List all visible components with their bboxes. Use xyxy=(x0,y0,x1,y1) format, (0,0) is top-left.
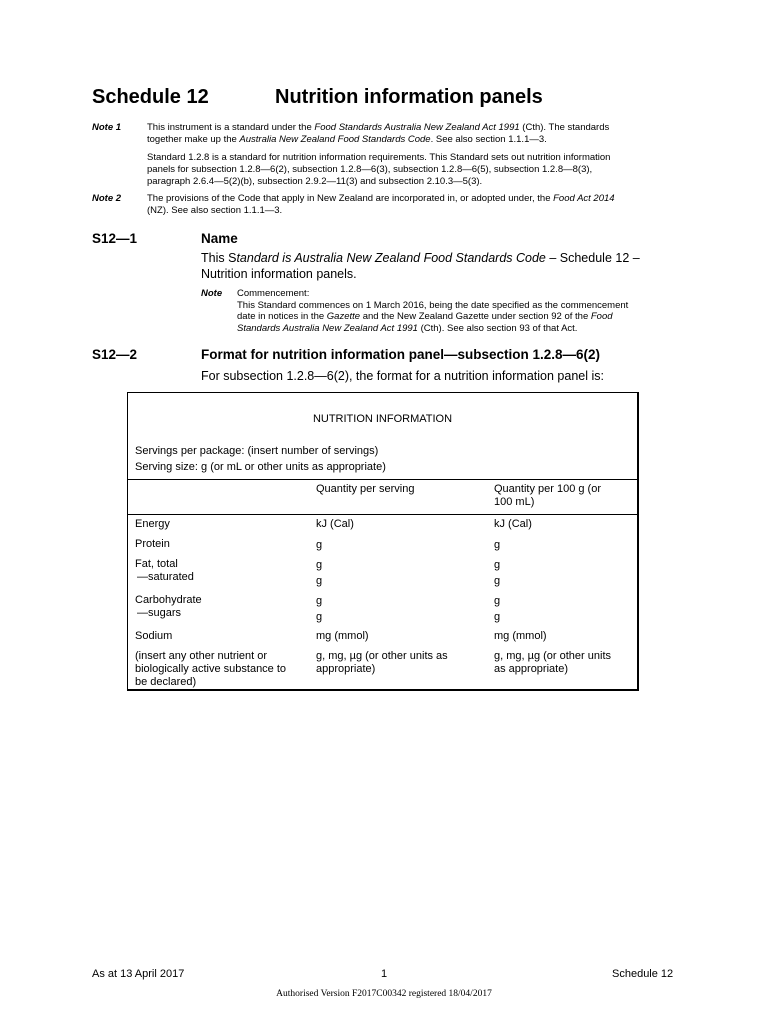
nutrient-name: Carbohydrate xyxy=(135,594,202,606)
footer-schedule: Schedule 12 xyxy=(612,968,674,980)
note-2-label: Note 2 xyxy=(92,193,122,204)
value-per-100g: g xyxy=(494,595,501,607)
note-1-label: Note 1 xyxy=(92,122,122,133)
column-header-per-serving: Quantity per serving xyxy=(316,483,415,495)
value-per-100g: kJ (Cal) xyxy=(494,518,532,530)
section-title: Name xyxy=(201,231,238,246)
section-number: S12—2 xyxy=(92,347,138,362)
value-per-100g: mg (mmol) xyxy=(494,630,547,642)
serving-size: Serving size: g (or mL or other units as appropriate) xyxy=(135,461,386,473)
commencement-note: Commencement: This Standard commences on 1 March 2016, being the date specified as the commencement date in notices in the Gazette and the New Zealand Gazette under section 92 of the Food Standards Australia New Zealand Act 1991 (Cth). See also section 93 of that Act. xyxy=(237,288,629,334)
value-per-serving: kJ (Cal) xyxy=(316,518,354,530)
value-per-serving: g xyxy=(316,559,323,571)
servings-per-package: Servings per package: (insert number of servings) xyxy=(135,445,379,457)
footer-date: As at 13 April 2017 xyxy=(92,968,185,980)
value-per-100g: g xyxy=(494,611,501,623)
other-nutrient-label: (insert any other nutrient or biologically active substance to be declared) xyxy=(135,650,287,688)
value-per-serving: g xyxy=(316,575,323,587)
value-per-serving: g, mg, µg (or other units as appropriate) xyxy=(316,650,448,675)
section-title: Format for nutrition information panel—subsection 1.2.8—6(2) xyxy=(201,347,601,362)
panel-title: NUTRITION INFORMATION xyxy=(312,413,453,425)
section-1-text: This Standard is Australia New Zealand Food Standards Code – Schedule 12 – Nutrition information panels. xyxy=(201,251,640,281)
nutrition-information-panel xyxy=(127,392,639,691)
column-header-per-100g: Quantity per 100 g (or 100 mL) xyxy=(494,483,602,508)
panel-divider xyxy=(128,479,637,480)
note-2-text: The provisions of the Code that apply in New Zealand are incorporated in, or adopted under, the Food Act 2014 (NZ). See also section 1.1.1—3. xyxy=(147,193,615,216)
section-number: S12—1 xyxy=(92,231,138,246)
value-per-serving: mg (mmol) xyxy=(316,630,369,642)
value-per-serving: g xyxy=(316,595,323,607)
commencement-note-label: Note xyxy=(201,288,223,299)
header-divider xyxy=(128,514,637,515)
nutrient-name: Sodium xyxy=(135,630,173,642)
nutrient-name: Fat, total xyxy=(135,558,178,570)
authorised-version: Authorised Version F2017C00342 registered 18/04/2017 xyxy=(276,989,492,999)
note-1-paragraph-2: Standard 1.2.8 is a standard for nutrition information requirements. This Standard sets out nutrition information panels for subsection 1.2.8—6(2), subsection 1.2.8—6(3), subsection 1.2.8—6(5), subsection 1.2.8—8(3), paragraph 2.6.4—5(2)(b), subsection 2.9.2—11(3) and subsection 2.10.3—5(3). xyxy=(147,152,611,187)
nutrient-name: Protein xyxy=(135,538,170,550)
note-1-paragraph-1: This instrument is a standard under the Food Standards Australia New Zealand Act 1991 (Cth). The standards together make up the Australia New Zealand Food Standards Code. See also section 1.1.1—3. xyxy=(147,122,610,145)
nutrient-subname: —sugars xyxy=(137,607,182,619)
value-per-100g: g xyxy=(494,539,501,551)
nutrient-name: Energy xyxy=(135,518,170,530)
value-per-100g: g, mg, µg (or other units as appropriate) xyxy=(494,650,611,675)
page-number: 1 xyxy=(381,968,388,980)
section-2-intro: For subsection 1.2.8—6(2), the format for a nutrition information panel is: xyxy=(201,369,604,383)
schedule-number: Schedule 12 xyxy=(92,86,209,108)
value-per-100g: g xyxy=(494,575,501,587)
value-per-serving: g xyxy=(316,611,323,623)
nutrient-subname: —saturated xyxy=(137,571,194,583)
page-title: Nutrition information panels xyxy=(275,86,543,108)
value-per-100g: g xyxy=(494,559,501,571)
value-per-serving: g xyxy=(316,539,323,551)
